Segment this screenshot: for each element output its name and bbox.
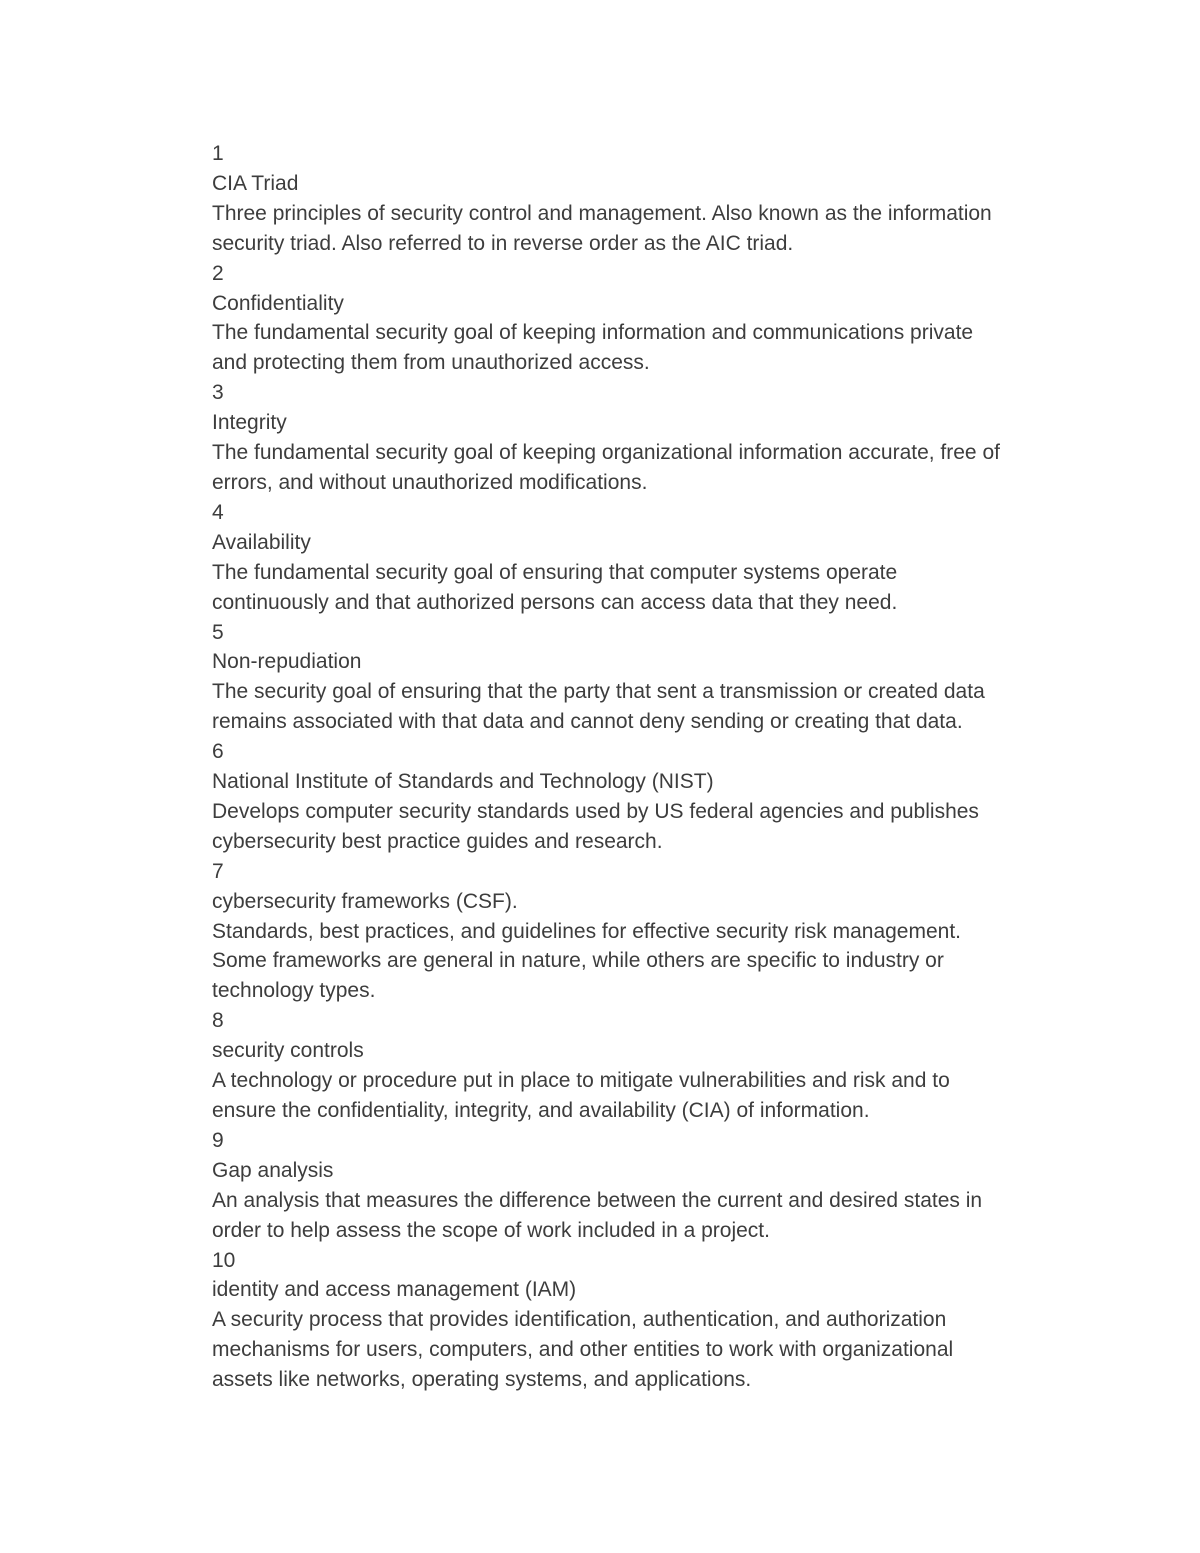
glossary-entry [212,737,1112,857]
glossary-entry [212,259,1112,379]
entry-definition-line: Standards, best practices, and guidelines for effective security risk management. [212,919,961,943]
entry-definition-line: The fundamental security goal of keeping information and communications private [212,321,974,345]
glossary-entry [212,618,1112,738]
entry-term: Non-repudiation [212,650,362,674]
entry-number: 10 [212,1248,236,1272]
document-page [212,139,1112,1395]
entry-definition-line: cybersecurity best practice guides and research. [212,829,663,853]
entry-definition-line: and protecting them from unauthorized access. [212,351,650,375]
entry-definition-line: errors, and without unauthorized modifications. [212,470,648,494]
glossary-entry [212,378,1112,498]
entry-definition-line: A security process that provides identification, authentication, and authorization [212,1308,947,1332]
entry-number: 9 [212,1128,224,1152]
entry-term: Integrity [212,411,287,435]
glossary-entry [212,498,1112,618]
glossary-entry [212,1246,1112,1396]
entry-definition-line: Some frameworks are general in nature, while others are specific to industry or [212,949,944,973]
entry-definition-line: The fundamental security goal of ensuring that computer systems operate [212,560,898,584]
entry-number: 3 [212,381,224,405]
entry-definition-line: The security goal of ensuring that the party that sent a transmission or created data [212,680,985,704]
entry-term: CIA Triad [212,171,299,195]
glossary-entry [212,1126,1112,1246]
entry-number: 6 [212,740,224,764]
entry-definition-line: assets like networks, operating systems, and applications. [212,1368,752,1392]
entry-definition-line: security triad. Also referred to in reverse order as the AIC triad. [212,231,794,255]
glossary-entry [212,857,1112,1007]
entry-number: 4 [212,500,224,524]
entry-definition-line: ensure the confidentiality, integrity, and availability (CIA) of information. [212,1099,870,1122]
entry-term: National Institute of Standards and Technology (NIST) [212,770,714,794]
entry-definition-line: mechanisms for users, computers, and other entities to work with organizational [212,1338,954,1362]
entry-definition-line: Develops computer security standards used by US federal agencies and publishes [212,799,979,823]
entry-number: 5 [212,620,224,644]
entry-number: 8 [212,1009,224,1033]
entry-term: Gap analysis [212,1158,334,1182]
entry-term: identity and access management (IAM) [212,1278,577,1302]
entry-term: Confidentiality [212,291,344,315]
entry-number: 1 [212,142,224,165]
glossary-entry [212,1006,1112,1126]
entry-term: Availability [212,530,311,554]
glossary-entry [212,139,1112,259]
entry-term: cybersecurity frameworks (CSF). [212,889,518,913]
entry-definition-line: An analysis that measures the difference between the current and desired states in [212,1188,983,1212]
entry-definition-line: remains associated with that data and cannot deny sending or creating that data. [212,710,963,734]
entry-term: security controls [212,1039,364,1063]
entry-number: 7 [212,859,224,883]
entry-definition-line: order to help assess the scope of work included in a project. [212,1218,770,1242]
entry-definition-line: A technology or procedure put in place to mitigate vulnerabilities and risk and to [212,1069,950,1093]
entry-definition-line: continuously and that authorized persons can access data that they need. [212,590,898,614]
entry-definition-line: The fundamental security goal of keeping organizational information accurate, free of [212,441,1000,465]
entry-definition-line: technology types. [212,979,376,1003]
entry-definition-line: Three principles of security control and management. Also known as the information [212,201,992,225]
entry-number: 2 [212,261,224,285]
